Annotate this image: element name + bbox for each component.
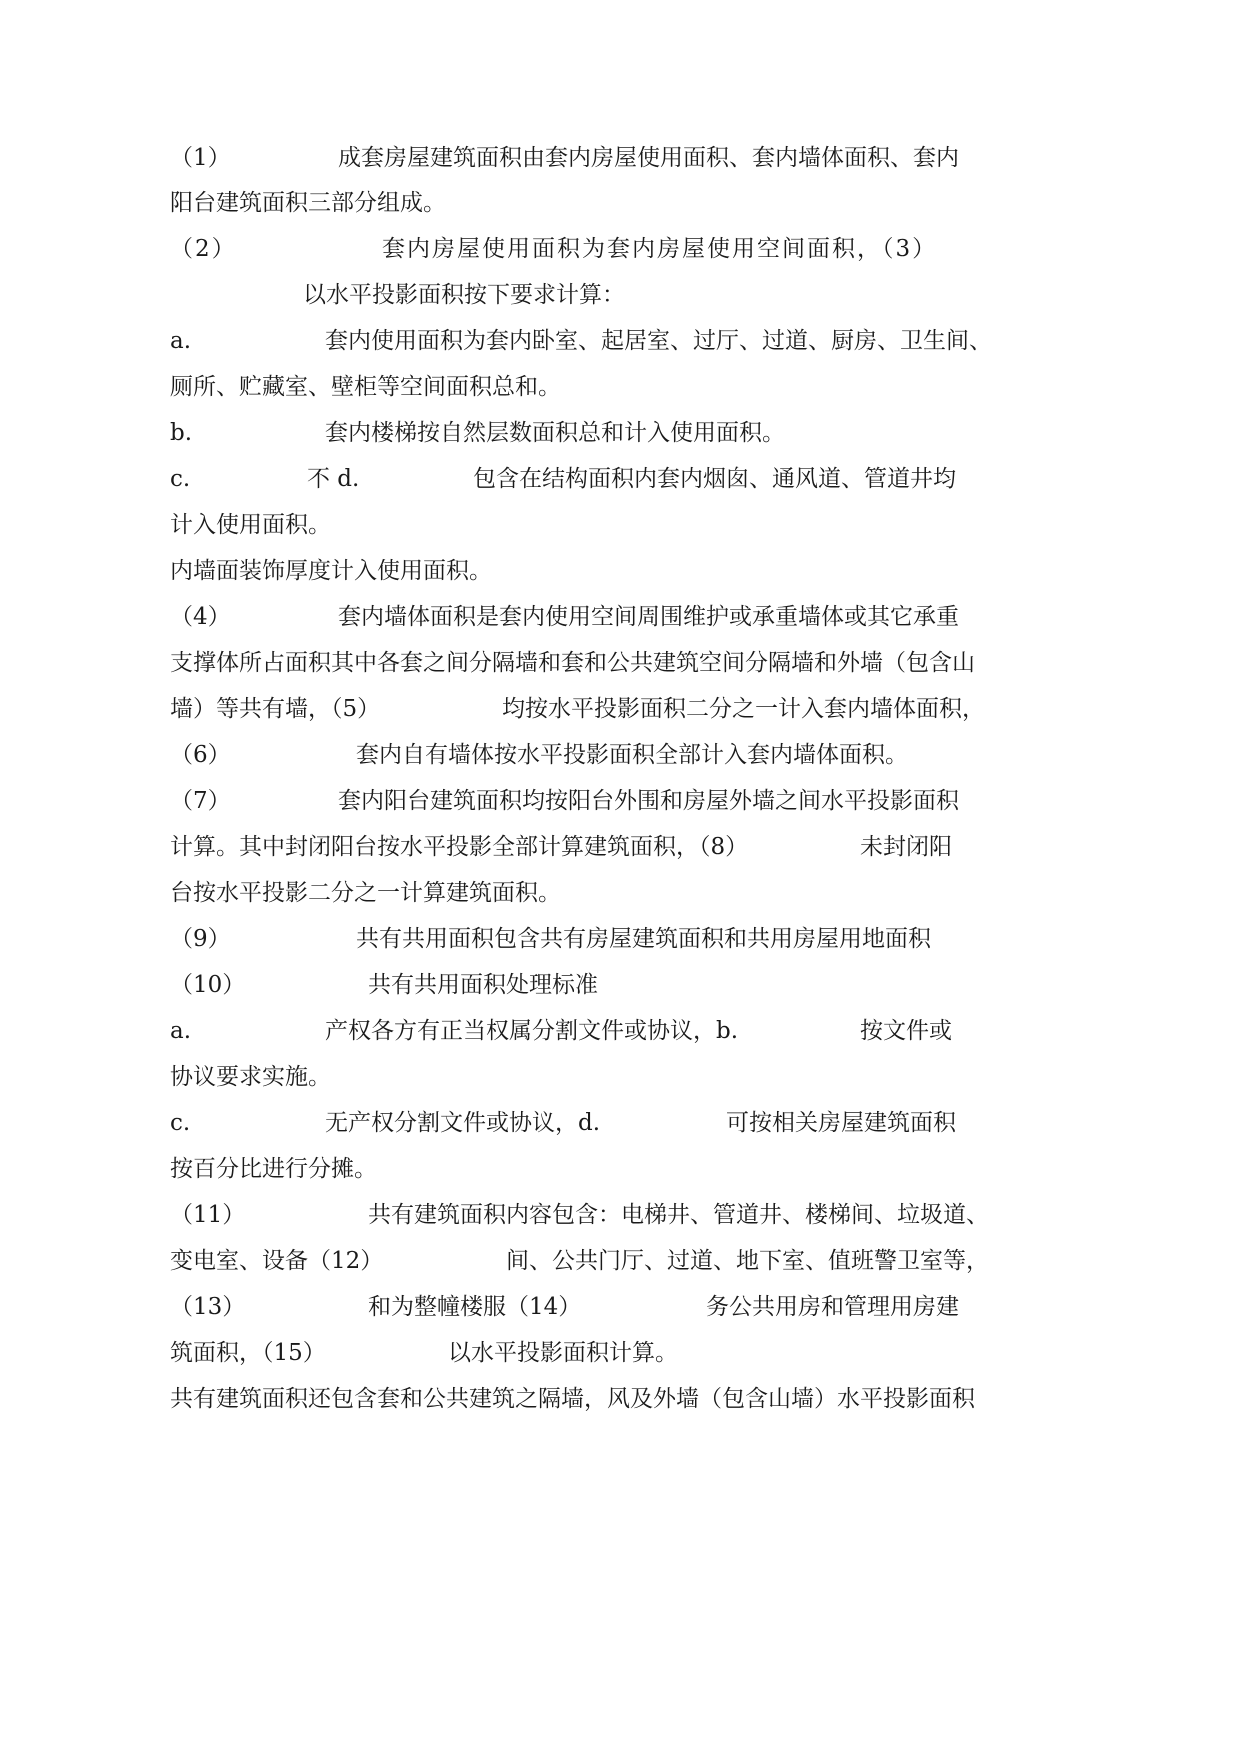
item-marker-13: （13）	[170, 1294, 246, 1320]
paragraph-text: 共有建筑面积内容包含：电梯井、管道井、楼梯间、垃圾道、	[368, 1202, 989, 1228]
paragraph-text: 套内阳台建筑面积均按阳台外围和房屋外墙之间水平投影面积	[338, 788, 959, 814]
item-marker-1: （1）	[170, 145, 231, 171]
paragraph-text: 共有建筑面积还包含套和公共建筑之隔墙，风及外墙（包含山墙）水平投影面积	[170, 1386, 975, 1412]
item-marker-7: （7）	[170, 788, 231, 814]
paragraph-text: 共有共用面积处理标准	[368, 972, 598, 998]
item-marker-6: （6）	[170, 742, 231, 768]
paragraph-text: 内墙面装饰厚度计入使用面积。	[170, 558, 492, 584]
paragraph-text: 台按水平投影二分之一计算建筑面积。	[170, 880, 561, 906]
item-marker-4: （4）	[170, 604, 231, 630]
item-marker-2: （2）	[170, 236, 237, 262]
paragraph-text: 筑面积，（15）	[170, 1340, 326, 1366]
paragraph-text: 包含在结构面积内套内烟囱、通风道、管道井均	[473, 466, 956, 492]
paragraph-text: 以水平投影面积按下要求计算：	[303, 282, 625, 308]
paragraph-text: 套内自有墙体按水平投影面积全部计入套内墙体面积。	[356, 742, 908, 768]
paragraph-text: 成套房屋建筑面积由套内房屋使用面积、套内墙体面积、套内	[338, 145, 959, 171]
paragraph-text: 套内房屋使用面积为套内房屋使用空间面积，（3）	[382, 236, 938, 262]
paragraph-text: 套内楼梯按自然层数面积总和计入使用面积。	[325, 420, 785, 446]
paragraph-text: 套内使用面积为套内卧室、起居室、过厅、过道、厨房、卫生间、	[325, 328, 992, 354]
paragraph-text: 务公共用房和管理用房建	[706, 1294, 959, 1320]
paragraph-text: 以水平投影面积计算。	[448, 1340, 678, 1366]
item-marker-9: （9）	[170, 926, 231, 952]
paragraph-text: 计入使用面积。	[170, 512, 331, 538]
item-marker-a: a.	[170, 1018, 192, 1044]
paragraph-text: 阳台建筑面积三部分组成。	[170, 190, 446, 216]
item-marker-b: b.	[170, 420, 193, 446]
paragraph-text: 和为整幢楼服（14）	[368, 1294, 582, 1320]
item-marker-a: a.	[170, 328, 192, 354]
paragraph-text: 无产权分割文件或协议，d.	[325, 1110, 601, 1136]
paragraph-text: 厕所、贮藏室、壁柜等空间面积总和。	[170, 374, 561, 400]
paragraph-text: 产权各方有正当权属分割文件或协议，b.	[325, 1018, 739, 1044]
paragraph-text: 协议要求实施。	[170, 1064, 331, 1090]
paragraph-text: 间、公共门厅、过道、地下室、值班警卫室等，	[506, 1248, 989, 1274]
paragraph-text: 变电室、设备（12）	[170, 1248, 384, 1274]
paragraph-text: 共有共用面积包含共有房屋建筑面积和共用房屋用地面积	[356, 926, 931, 952]
paragraph-text: 支撑体所占面积其中各套之间分隔墙和套和公共建筑空间分隔墙和外墙（包含山	[170, 650, 975, 676]
item-marker-c: c.	[170, 1110, 191, 1136]
item-marker-10: （10）	[170, 972, 246, 998]
paragraph-text: 未封闭阳	[860, 834, 952, 860]
paragraph-text: 均按水平投影面积二分之一计入套内墙体面积，	[502, 696, 985, 722]
item-marker-11: （11）	[170, 1202, 246, 1228]
paragraph-text: 按文件或	[860, 1018, 952, 1044]
paragraph-text: 按百分比进行分摊。	[170, 1156, 377, 1182]
item-marker-d: 不 d.	[307, 466, 360, 492]
item-marker-5: 墙）等共有墙，（5）	[170, 696, 381, 722]
paragraph-text: 可按相关房屋建筑面积	[726, 1110, 956, 1136]
item-marker-c: c.	[170, 466, 191, 492]
paragraph-text: 计算。其中封闭阳台按水平投影全部计算建筑面积，（8）	[170, 834, 749, 860]
paragraph-text: 套内墙体面积是套内使用空间周围维护或承重墙体或其它承重	[338, 604, 959, 630]
